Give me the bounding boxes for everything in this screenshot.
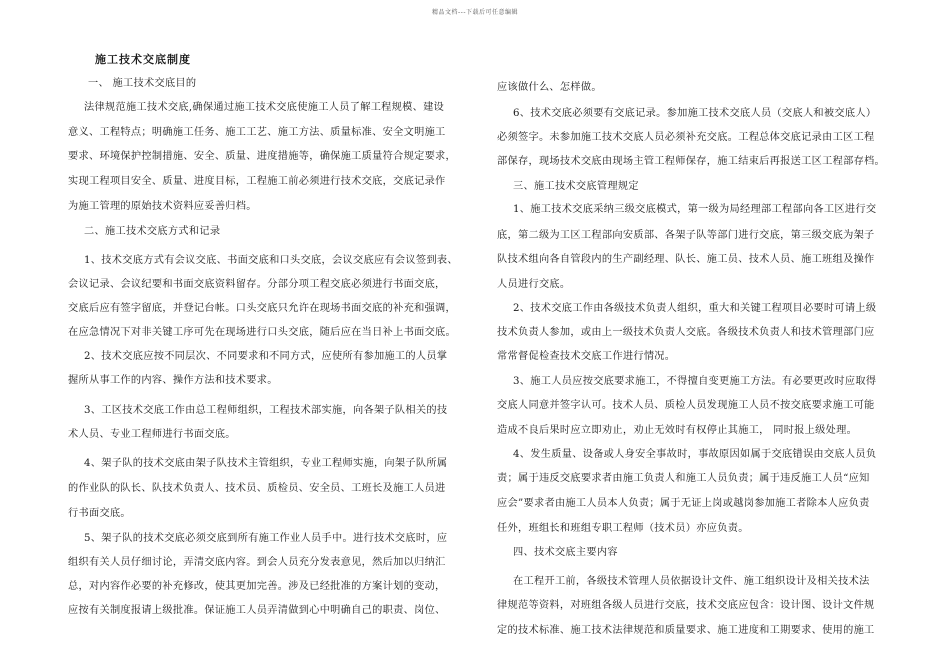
right-text-line: 3、施工人员应按交底要求施工，不得擅自变更施工方法。有必要更改时应取得 <box>513 376 877 387</box>
right-text-line: 责；属于违反交底要求者由施工负责人和施工人员负责；属于违反施工人员“应知 <box>497 473 870 484</box>
left-text-line: 一、 施工技术交底目的 <box>88 78 197 89</box>
left-text-line: 交底后应有签字留底，并登记台帐。口头交底只允许在现场书面交底的补充和强调， <box>68 303 457 314</box>
document-title: 施工技术交底制度 <box>95 53 191 66</box>
right-text-line: 应该做什么、怎样做。 <box>497 82 602 93</box>
left-text-line: 术人员、专业工程师进行书面交底。 <box>68 429 236 440</box>
right-text-line: 定的技术标准、施工技术法律规范和质量要求、施工进度和工期要求、使用的施工 <box>497 625 875 636</box>
right-text-line: 1、施工技术交底采纳三级交底模式，第一级为局经理部工程部向各工区进行交 <box>513 204 877 215</box>
right-text-line: 必须签字。未参加施工技术交底人员必须补充交底。工程总体交底记录由工区工程 <box>497 132 875 143</box>
left-text-line: 组织有关人员仔细讨论，弄清交底内容。到会人员充分发表意见，然后加以归纳汇 <box>68 557 446 568</box>
left-text-line: 二、施工技术交底方式和记录 <box>84 226 221 237</box>
right-text-line: 队技术组向各自管段内的生产副经理、队长、施工员、技术人员、施工班组及操作 <box>497 254 875 265</box>
left-text-line: 为施工管理的原始技术资料应妥善归档。 <box>68 201 257 212</box>
left-text-line: 4、架子队的技术交底由架子队技术主管组织，专业工程师实施，向架子队所属 <box>84 458 448 469</box>
left-text-line: 应按有关制度报请上级批准。保证施工人员弄清做到心中明确自己的职责、岗位、 <box>68 605 446 616</box>
left-text-line: 在应急情况下对非关键工序可先在现场进行口头交底，随后应在当日补上书面交底。 <box>68 327 457 338</box>
left-text-line: 5、架子队的技术交底必须交底到所有施工作业人员手中。进行技术交底时，应 <box>84 533 448 544</box>
left-text-line: 3、工区技术交底工作由总工程师组织，工程技术部实施，向各架子队相关的技 <box>84 405 448 416</box>
right-text-line: 4、发生质量、设备或人身安全事故时，事故原因如属于交底错误由交底人员负 <box>513 449 877 460</box>
right-text-line: 技术负责人参加，或由上一级技术负责人交底。各级技术负责人和技术管理部门应 <box>497 327 875 338</box>
right-text-line: 造成不良后果时应立即劝止，劝止无效时有权停止其施工， 同时报上级处理。 <box>497 425 858 436</box>
right-text-line: 部保存，现场技术交底由现场主管工程师保存，施工结束后再报送工区工程部存档。 <box>497 156 886 167</box>
right-text-line: 任外，班组长和班组专职工程师（技术员）亦应负责。 <box>497 523 749 534</box>
right-text-line: 在工程开工前，各级技术管理人员依据设计文件、施工组织设计及相关技术法 <box>513 576 870 587</box>
right-text-line: 交底人同意并签字认可。技术人员、质检人员发现施工人员不按交底要求施工可能 <box>497 400 875 411</box>
left-text-line: 1、技术交底方式有会议交底、书面交底和口头交底，会议交底应有会议签到表、 <box>84 255 458 266</box>
right-text-line: 底，第二级为工区工程部向安质部、各架子队等部门进行交底，第三级交底为架子 <box>497 230 875 241</box>
left-text-line: 行书面交底。 <box>68 508 131 519</box>
left-text-line: 握所从事工作的内容、操作方法和技术要求。 <box>68 375 278 386</box>
left-text-line: 法律规范施工技术交底,确保通过施工技术交底使施工人员了解工程规模、建设 <box>84 102 445 113</box>
header-note: 精品文档---下载后可任意编辑 <box>432 9 518 16</box>
left-text-line: 实现工程项目安全、质量、进度目标，工程施工前必须进行技术交底，交底记录作 <box>68 176 446 187</box>
right-text-line: 三、施工技术交底管理规定 <box>513 181 639 192</box>
left-text-line: 的作业队的队长、队技术负责人、技术员、质检员、安全员、工班长及施工人员进 <box>68 483 446 494</box>
left-text-line: 意义、工程特点；明确施工任务、施工工艺、施工方法、质量标准、安全文明施工 <box>68 127 446 138</box>
right-text-line: 律规范等资料，对班组各级人员进行交底，技术交底应包含：设计图、设计文件规 <box>497 600 875 611</box>
right-text-line: 人员进行交底。 <box>497 279 571 290</box>
right-text-line: 四、技术交底主要内容 <box>513 547 618 558</box>
left-text-line: 会议记录、会议纪要和书面交底资料留存。分部分项工程交底必须进行书面交底， <box>68 279 446 290</box>
right-text-line: 常常督促检查技术交底工作进行情况。 <box>497 351 676 362</box>
left-text-line: 2、技术交底应按不同层次、不同要求和不同方式，应使所有参加施工的人员掌 <box>84 351 448 362</box>
right-text-line: 6、技术交底必须要有交底记录。参加施工技术交底人员（交底人和被交底人） <box>513 108 877 119</box>
left-text-line: 要求、环境保护控制措施、安全、质量、进度措施等，确保施工质量符合规定要求， <box>68 151 457 162</box>
left-text-line: 总，对内容作必要的补充修改，使其更加完善。涉及已经批准的方案计划的变动， <box>68 581 446 592</box>
right-text-line: 2、技术交底工作由各级技术负责人组织，重大和关键工程项目必要时可请上级 <box>513 303 877 314</box>
right-text-line: 应会”要求者由施工人员本人负责；属于无证上岗或越岗参加施工者除本人应负责 <box>497 498 870 509</box>
